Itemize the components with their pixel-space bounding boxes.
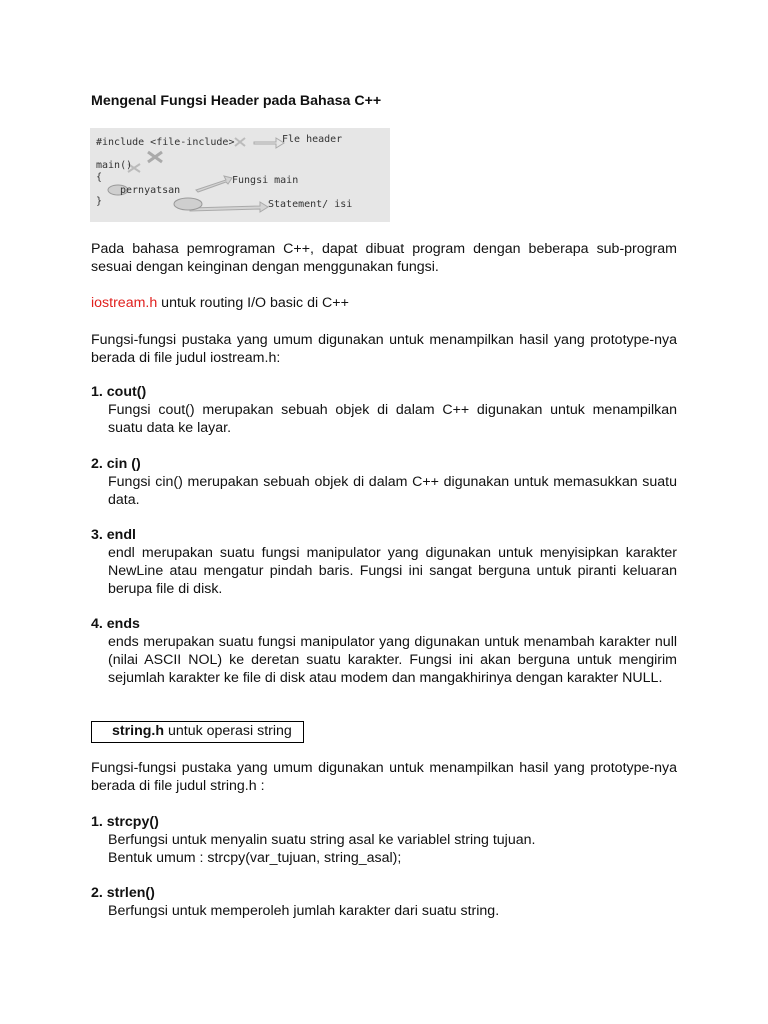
string-desc: untuk operasi string [164, 723, 292, 739]
item-heading-strlen: 2. strlen() [91, 885, 155, 901]
item-text-cin: Fungsi cin() merupakan sebuah objek di dalam C++ digunakan untuk memasukkan suatu data. [108, 474, 677, 508]
iostream-desc: untuk routing I/O basic di C++ [157, 295, 349, 311]
iostream-heading [91, 294, 677, 312]
header-diagram [90, 128, 390, 222]
item-heading-ends: 4. ends [91, 616, 140, 632]
figure-line-include: #include <file-include> [96, 137, 235, 148]
item-heading-endl: 3. endl [91, 527, 136, 543]
intro-paragraph: Pada bahasa pemrograman C++, dapat dibuat program dengan beberapa sub-program sesuai dengan keinginan dengan menggunakan fungsi. [91, 241, 677, 275]
figure-line-open-brace: { [96, 172, 103, 183]
figure-line-close-brace: } [96, 196, 103, 207]
item-text-strlen: Berfungsi untuk memperoleh jumlah karakter dari suatu string. [108, 903, 500, 919]
figure-line-statement: pernyatsan [120, 185, 181, 196]
item-heading-strcpy: 1. strcpy() [91, 814, 159, 830]
figure-label-main: Fungsi main [232, 175, 299, 186]
iostream-intro: Fungsi-fungsi pustaka yang umum digunakan untuk menampilkan hasil yang prototype-nya berada di file judul iostream.h: [91, 332, 677, 366]
item-text-strcpy: Berfungsi untuk menyalin suatu string asal ke variablel string tujuan. [108, 832, 536, 848]
figure-label-header: Fle header [282, 134, 343, 145]
item-heading-cin: 2. cin () [91, 456, 141, 472]
figure-line-main: main() [96, 160, 133, 171]
string-heading-box [91, 721, 304, 743]
page-title: Mengenal Fungsi Header pada Bahasa C++ [91, 93, 382, 109]
item-text-strcpy-form: Bentuk umum : strcpy(var_tujuan, string_asal); [108, 850, 402, 866]
string-intro: Fungsi-fungsi pustaka yang umum digunakan untuk menampilkan hasil yang prototype-nya berada di file judul string.h : [91, 760, 677, 794]
item-heading-cout: 1. cout() [91, 384, 147, 400]
item-text-cout: Fungsi cout() merupakan sebuah objek di dalam C++ digunakan untuk menampilkan suatu data ke layar. [108, 402, 677, 436]
iostream-name: iostream.h [91, 295, 158, 311]
item-text-ends: ends merupakan suatu fungsi manipulator yang digunakan untuk menambah karakter null (nilai ASCII NOL) ke deretan suatu karakter. Fungsi ini akan berguna untuk mengirim sejumlah karakter ke file di disk atau modem dan mangakhirinya dengan karakter NULL. [108, 634, 677, 686]
figure-label-statement: Statement/ isi [268, 199, 353, 210]
item-text-endl: endl merupakan suatu fungsi manipulator yang digunakan untuk menyisipkan karakter NewLine atau mengatur pindah baris. Fungsi ini sangat berguna untuk piranti keluaran berupa file di disk. [108, 545, 677, 597]
string-name: string.h [112, 723, 165, 739]
